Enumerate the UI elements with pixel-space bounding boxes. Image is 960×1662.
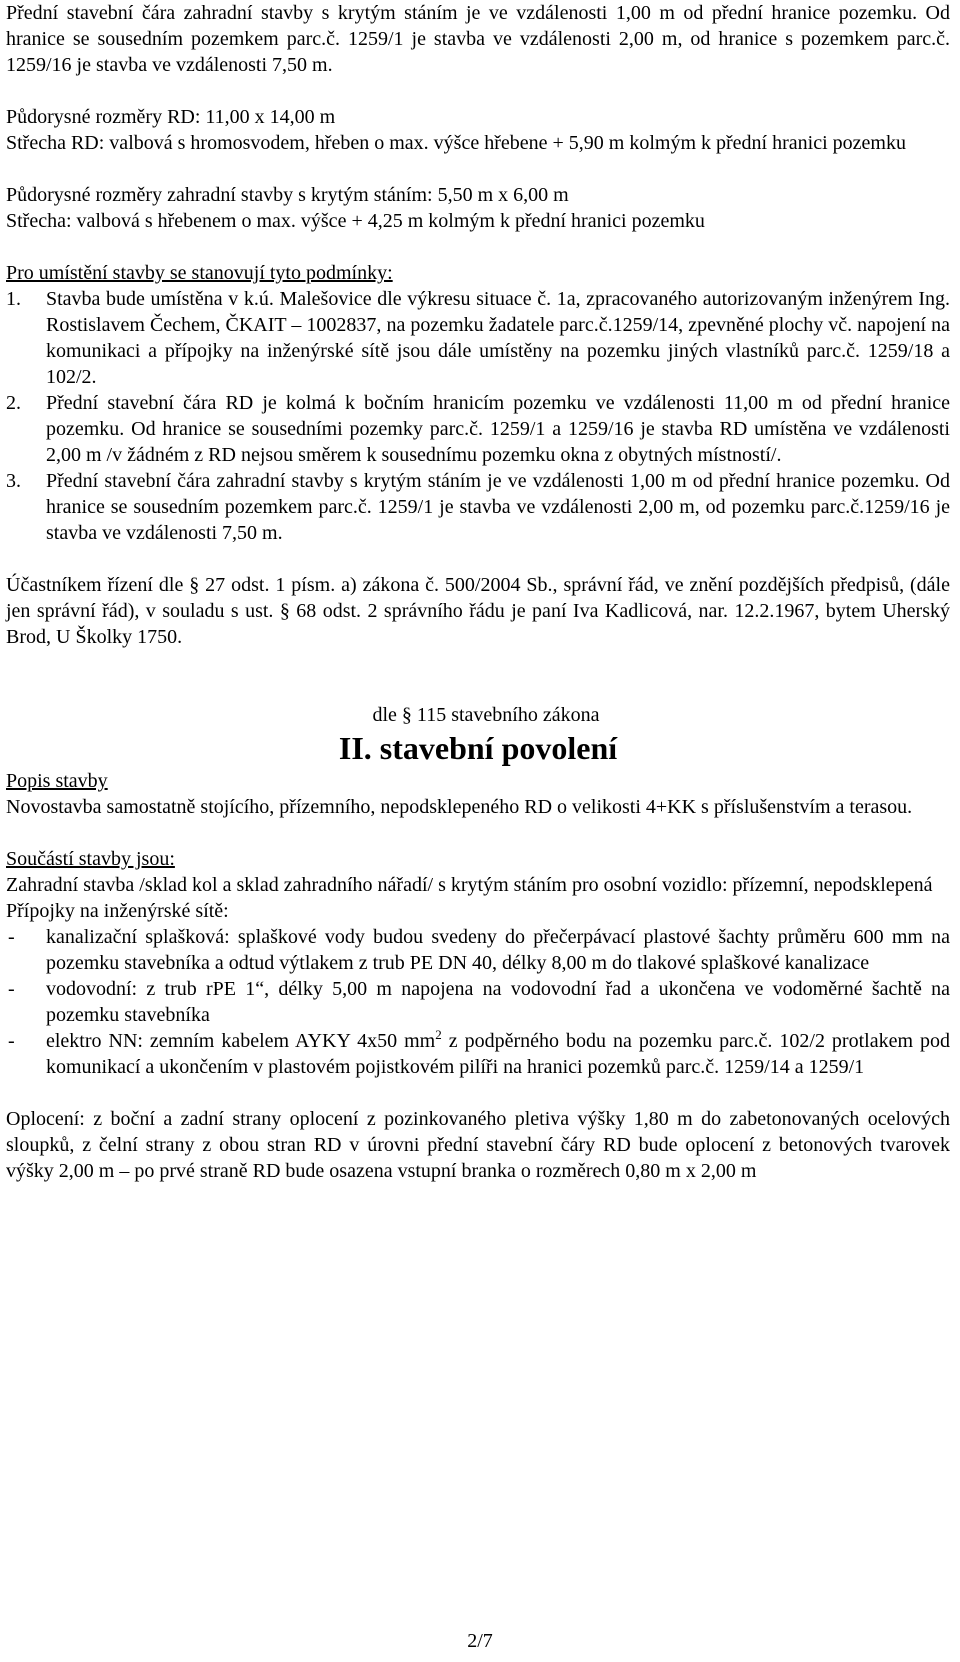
list-item bbox=[6, 468, 950, 546]
spacer bbox=[6, 546, 950, 572]
list-item bbox=[6, 976, 950, 1028]
list-item-text: kanalizační splašková: splaškové vody budou svedeny do přečerpávací plastové šachty průměru 600 mm na pozemku stavebníka a odtud výtlakem z trub PE DN 40, délky 8,00 m do tlakové splaškové kanalizace bbox=[46, 926, 950, 974]
garden-roof: Střecha: valbová s hřebenem o max. výšce + 4,25 m kolmým k přední hranici pozemku bbox=[6, 210, 705, 232]
list-item bbox=[6, 924, 950, 976]
list-item bbox=[6, 286, 950, 390]
list-bullet: - bbox=[8, 1030, 15, 1052]
connections-heading: Přípojky na inženýrské sítě: bbox=[6, 900, 229, 922]
spacer bbox=[6, 234, 950, 260]
garden-building-text: Zahradní stavba /sklad kol a sklad zahradního nářadí/ s krytým stáním pro osobní vozidlo: přízemní, nepodsklepená bbox=[6, 874, 933, 896]
rd-dimensions: Půdorysné rozměry RD: 11,00 x 14,00 m bbox=[6, 106, 336, 128]
list-item-text bbox=[46, 1028, 950, 1080]
spacer bbox=[6, 650, 950, 676]
list-item-number: 2. bbox=[6, 392, 21, 414]
conditions-heading: Pro umístění stavby se stanovují tyto podmínky: bbox=[6, 262, 393, 284]
list-item-text: Přední stavební čára zahradní stavby s krytým stáním je ve vzdálenosti 1,00 m od přední hranice pozemku. Od hranice se sousedním pozemkem parc.č. 1259/1 je stavba ve vzdálenosti 2,00 m, od pozemku parc.č.1259/16 je stavba ve vzdálenosti 7,50 m. bbox=[46, 470, 950, 544]
list-item-text: Přední stavební čára RD je kolmá k bočním hranicím pozemku ve vzdálenosti 11,00 m od přední hranice pozemku. Od hranice se sousedními pozemky parc.č. 1259/1 a 1259/16 je stavba RD umístěna ve vzdálenosti 2,00 m /v žádném z RD nejsou směrem k sousednímu pozemku okna z obytných místností/. bbox=[46, 392, 950, 466]
intro-paragraph: Přední stavební čára zahradní stavby s krytým stáním je ve vzdálenosti 1,00 m od přední hranice pozemku. Od hranice se sousedním pozemkem parc.č. 1259/1 je stavba ve vzdálenosti 2,00 m, od hranice s pozemkem parc.č. 1259/16 je stavba ve vzdálenosti 7,50 m. bbox=[6, 2, 950, 76]
spacer bbox=[6, 78, 950, 104]
list-item bbox=[6, 1028, 950, 1080]
spacer bbox=[6, 676, 950, 702]
connections-list bbox=[6, 924, 950, 1080]
spacer bbox=[6, 820, 950, 846]
list-item-text-part: elektro NN: zemním kabelem AYKY 4x50 mm bbox=[46, 1030, 436, 1052]
list-item-text: Stavba bude umístěna v k.ú. Malešovice dle výkresu situace č. 1a, zpracovaného autorizovaným inženýrem Ing. Rostislavem Čechem, ČKAIT – 1002837, na pozemku žadatele parc.č.1259/14, zpevněné plochy vč. napojení na komunikaci a přípojky na inženýrské sítě jsou dále umístěny na pozemku jiných vlastníků parc.č. 1259/18 a 102/2. bbox=[46, 288, 950, 388]
list-item bbox=[6, 390, 950, 468]
description-heading: Popis stavby bbox=[6, 770, 108, 792]
list-item-number: 1. bbox=[6, 288, 21, 310]
section-title: II. stavební povolení bbox=[338, 730, 618, 766]
page-number: 2/7 bbox=[467, 1630, 493, 1652]
section-subheading: dle § 115 stavebního zákona bbox=[372, 704, 600, 726]
components-heading: Součástí stavby jsou: bbox=[6, 848, 175, 870]
participant-paragraph: Účastníkem řízení dle § 27 odst. 1 písm. a) zákona č. 500/2004 Sb., správní řád, ve znění pozdějších předpisů, (dále jen správní řád), v souladu s ust. § 68 odst. 2 správního řádu je paní Iva Kadlicová, nar. 12.2.1967, bytem Uherský Brod, U Školky 1750. bbox=[6, 574, 950, 648]
list-item-text-part: z podpěrného bodu na pozemku parc.č. 102/2 protlakem pod komunikací a ukončením v plastovém pojistkovém pilíři na hranici pozemků parc.č. 1259/14 a 1259/1 bbox=[46, 1030, 951, 1078]
list-item-text: vodovodní: z trub rPE 1“, délky 5,00 m napojena na vodovodní řad a ukončena ve vodoměrné šachtě na pozemku stavebníka bbox=[46, 978, 950, 1026]
conditions-list bbox=[6, 286, 950, 546]
list-item-number: 3. bbox=[6, 470, 21, 492]
rd-roof: Střecha RD: valbová s hromosvodem, hřeben o max. výšce hřebene + 5,90 m kolmým k přední hranici pozemku bbox=[6, 132, 906, 154]
list-bullet: - bbox=[8, 978, 15, 1000]
document-page bbox=[6, 0, 950, 1184]
description-text: Novostavba samostatně stojícího, přízemního, nepodsklepeného RD o velikosti 4+KK s příslušenstvím a terasou. bbox=[6, 796, 913, 818]
superscript: 2 bbox=[435, 1027, 442, 1042]
garden-dimensions: Půdorysné rozměry zahradní stavby s krytým stáním: 5,50 m x 6,00 m bbox=[6, 184, 569, 206]
spacer bbox=[6, 156, 950, 182]
list-bullet: - bbox=[8, 926, 15, 948]
fencing-paragraph: Oplocení: z boční a zadní strany oplocení z pozinkovaného pletiva výšky 1,80 m do zabetonovaných ocelových sloupků, z čelní strany z obou stran RD v úrovni přední stavební čáry RD bude oplocení z betonových tvarovek výšky 2,00 m – po prvé straně RD bude osazena vstupní branka o rozměrech 0,80 m x 2,00 m bbox=[6, 1108, 950, 1182]
spacer bbox=[6, 1080, 950, 1106]
